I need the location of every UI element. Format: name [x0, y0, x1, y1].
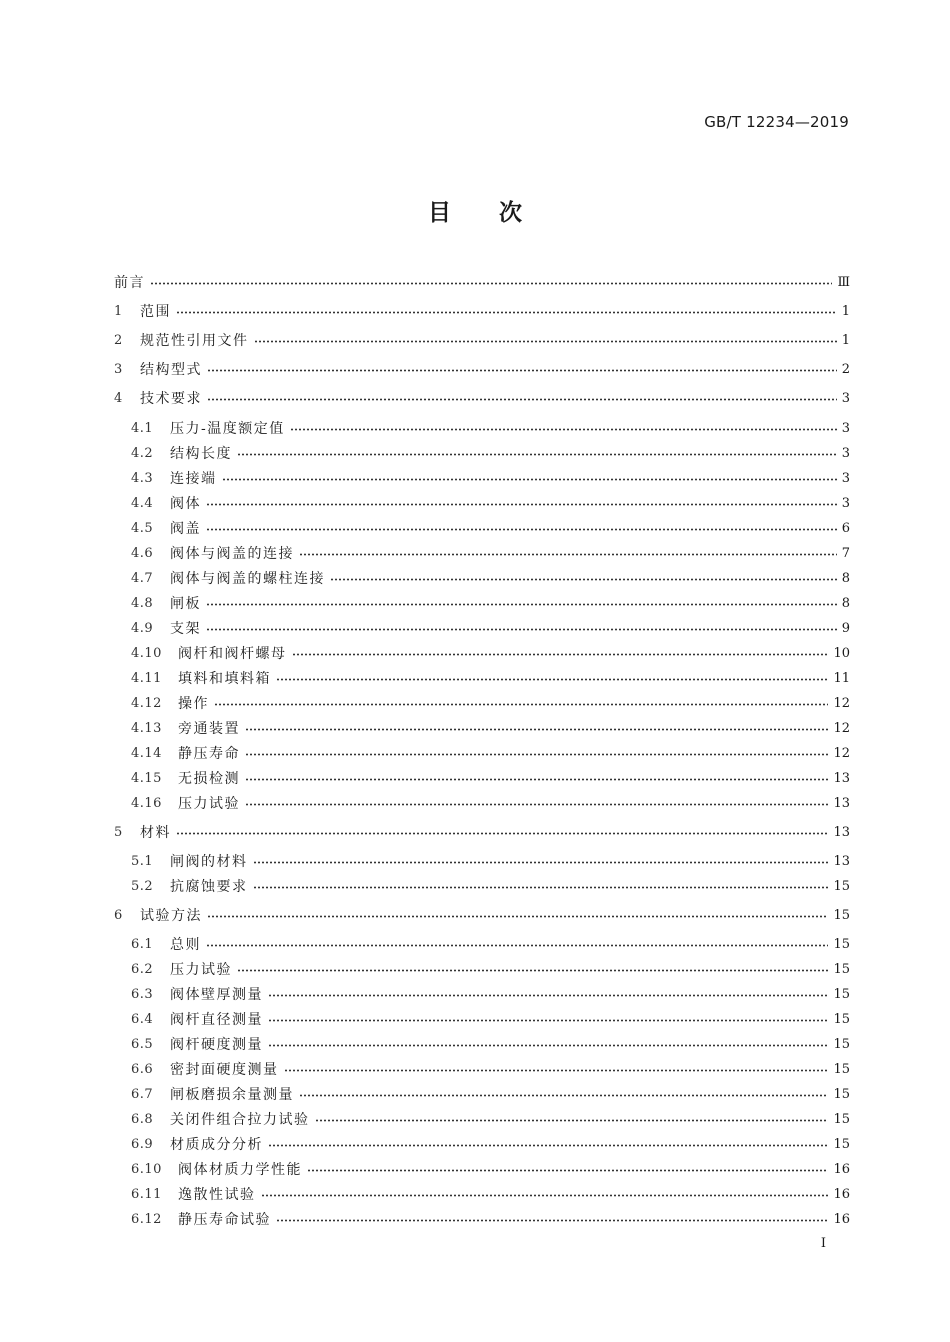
toc-entry-label: 结构长度	[170, 446, 232, 462]
toc-entry-number: 6.1	[131, 936, 154, 952]
toc-entry-label: 阀体与阀盖的连接	[170, 546, 294, 562]
toc-entry-label: 规范性引用文件	[140, 333, 249, 349]
toc-leader-dots	[268, 1044, 828, 1047]
toc-entry[interactable]	[114, 386, 850, 410]
toc-entry[interactable]	[131, 516, 850, 540]
toc-entry-label: 闸阀的材料	[170, 854, 248, 870]
toc-entry-page: 3	[841, 390, 850, 406]
toc-leader-dots	[222, 478, 837, 481]
toc-entry[interactable]	[131, 1107, 850, 1131]
toc-leader-dots	[237, 969, 828, 972]
toc-leader-dots	[206, 603, 837, 606]
toc-entry-number: 3	[114, 361, 123, 377]
toc-leader-dots	[299, 553, 837, 556]
toc-entry-number: 5	[114, 824, 123, 840]
toc-leader-dots	[276, 678, 828, 681]
toc-entry-number: 6.9	[131, 1136, 154, 1152]
toc-entry-page: 15	[833, 1011, 850, 1027]
toc-entry-number: 1	[114, 303, 123, 319]
toc-entry-page: 2	[841, 361, 850, 377]
toc-entry-number: 6.8	[131, 1111, 154, 1127]
toc-entry-page: 12	[833, 745, 850, 761]
toc-entry-number: 4.9	[131, 620, 154, 636]
toc-leader-dots	[284, 1069, 829, 1072]
toc-entry-page: 6	[841, 520, 850, 536]
toc-entry[interactable]	[131, 616, 850, 640]
toc-entry-label: 阀体壁厚测量	[170, 987, 263, 1003]
toc-entry-label: 前言	[114, 275, 145, 291]
toc-entry[interactable]	[131, 791, 850, 815]
toc-entry-label: 材料	[140, 825, 171, 841]
page-title: 目次	[428, 200, 570, 226]
toc-entry[interactable]	[131, 957, 850, 981]
toc-entry-page: 3	[841, 470, 850, 486]
toc-entry-label: 阀杆直径测量	[170, 1012, 263, 1028]
toc-leader-dots	[268, 1144, 828, 1147]
toc-leader-dots	[253, 886, 829, 889]
toc-entry[interactable]	[131, 716, 850, 740]
toc-entry[interactable]	[131, 641, 850, 665]
toc-leader-dots	[237, 453, 837, 456]
toc-entry-number: 4.11	[131, 670, 162, 686]
toc-entry-label: 抗腐蚀要求	[170, 879, 248, 895]
toc-entry-page: 15	[833, 1086, 850, 1102]
toc-entry-label: 压力试验	[178, 796, 240, 812]
toc-entry[interactable]	[114, 820, 850, 844]
toc-entry-number: 4.10	[131, 645, 162, 661]
toc-leader-dots	[207, 369, 837, 372]
toc-leader-dots	[245, 803, 828, 806]
toc-entry-number: 6.2	[131, 961, 154, 977]
toc-entry-page: 15	[833, 878, 850, 894]
toc-entry-label: 静压寿命试验	[178, 1212, 271, 1228]
toc-entry-label: 静压寿命	[178, 746, 240, 762]
toc-entry[interactable]	[114, 357, 850, 381]
toc-entry-page: 12	[833, 695, 850, 711]
toc-entry-label: 填料和填料箱	[178, 671, 271, 687]
toc-entry-label: 旁通装置	[178, 721, 240, 737]
toc-leader-dots	[268, 1019, 828, 1022]
toc-entry-label: 阀盖	[170, 521, 201, 537]
toc-entry[interactable]	[131, 1007, 850, 1031]
toc-entry-page: 13	[833, 853, 850, 869]
toc-entry-number: 6.4	[131, 1011, 154, 1027]
toc-entry-page: 13	[833, 824, 850, 840]
toc-entry[interactable]	[131, 691, 850, 715]
toc-entry[interactable]	[131, 1182, 850, 1206]
toc-entry-page: 15	[833, 1136, 850, 1152]
toc-entry-number: 4.8	[131, 595, 154, 611]
toc-entry-number: 4.12	[131, 695, 162, 711]
toc-entry-label: 压力试验	[170, 962, 232, 978]
toc-leader-dots	[261, 1194, 829, 1197]
toc-entry-page: 15	[833, 936, 850, 952]
toc-leader-dots	[315, 1119, 829, 1122]
toc-entry[interactable]	[114, 328, 850, 352]
toc-entry[interactable]	[131, 982, 850, 1006]
toc-entry-number: 6	[114, 907, 123, 923]
toc-entry-page: 7	[841, 545, 850, 561]
toc-entry-number: 6.6	[131, 1061, 154, 1077]
toc-entry-number: 2	[114, 332, 123, 348]
toc-entry-page: 12	[833, 720, 850, 736]
toc-entry[interactable]	[131, 1157, 850, 1181]
toc-entry[interactable]	[131, 666, 850, 690]
toc-leader-dots	[254, 340, 837, 343]
toc-leader-dots	[299, 1094, 828, 1097]
toc-entry-label: 试验方法	[140, 908, 202, 924]
toc-entry-page: 16	[833, 1161, 850, 1177]
toc-leader-dots	[207, 398, 837, 401]
toc-entry-number: 6.3	[131, 986, 154, 1002]
toc-entry-number: 6.7	[131, 1086, 154, 1102]
toc-entry-page: 10	[833, 645, 850, 661]
toc-leader-dots	[206, 503, 837, 506]
toc-entry-page: 1	[841, 332, 850, 348]
toc-leader-dots	[292, 653, 829, 656]
toc-entry-label: 结构型式	[140, 362, 202, 378]
toc-entry-label: 密封面硬度测量	[170, 1062, 279, 1078]
toc-entry-label: 支架	[170, 621, 201, 637]
toc-leader-dots	[207, 915, 828, 918]
toc-entry-number: 6.11	[131, 1186, 162, 1202]
toc-leader-dots	[276, 1219, 828, 1222]
toc-leader-dots	[176, 311, 837, 314]
toc-entry-number: 4.7	[131, 570, 154, 586]
toc-entry[interactable]	[131, 1132, 850, 1156]
toc-entry-number: 4.5	[131, 520, 154, 536]
toc-entry-label: 阀杆和阀杆螺母	[178, 646, 287, 662]
toc-entry-label: 操作	[178, 696, 209, 712]
toc-entry-number: 4.4	[131, 495, 154, 511]
toc-entry[interactable]	[131, 416, 850, 440]
toc-entry[interactable]	[131, 766, 850, 790]
toc-entry[interactable]	[131, 874, 850, 898]
toc-entry-page: 13	[833, 795, 850, 811]
toc-entry-page: 3	[841, 445, 850, 461]
toc-entry-page: 15	[833, 986, 850, 1002]
toc-entry-page: 8	[841, 595, 850, 611]
toc-entry[interactable]	[131, 441, 850, 465]
toc-leader-dots	[206, 528, 837, 531]
toc-entry-page: 8	[841, 570, 850, 586]
standard-number: GB/T 12234—2019	[704, 113, 849, 131]
toc-entry[interactable]	[131, 566, 850, 590]
toc-entry[interactable]	[131, 491, 850, 515]
toc-leader-dots	[206, 944, 828, 947]
toc-leader-dots	[245, 778, 828, 781]
toc-leader-dots	[330, 578, 837, 581]
toc-leader-dots	[245, 753, 828, 756]
toc-entry[interactable]	[131, 741, 850, 765]
toc-entry[interactable]	[131, 466, 850, 490]
toc-entry-label: 关闭件组合拉力试验	[170, 1112, 310, 1128]
toc-entry-number: 4.16	[131, 795, 162, 811]
toc-entry[interactable]	[131, 1057, 850, 1081]
toc-leader-dots	[214, 703, 828, 706]
toc-entry-page: 15	[833, 961, 850, 977]
toc-entry-page: 3	[841, 420, 850, 436]
toc-entry-label: 压力-温度额定值	[170, 421, 285, 437]
toc-leader-dots	[307, 1169, 828, 1172]
toc-entry[interactable]	[131, 849, 850, 873]
toc-entry[interactable]	[131, 591, 850, 615]
toc-entry-number: 5.2	[131, 878, 154, 894]
toc-entry-label: 阀体与阀盖的螺柱连接	[170, 571, 325, 587]
toc-entry[interactable]	[131, 1207, 850, 1231]
toc-entry-label: 连接端	[170, 471, 217, 487]
toc-entry[interactable]	[114, 903, 850, 927]
toc-entry-label: 阀体材质力学性能	[178, 1162, 302, 1178]
toc-entry-label: 范围	[140, 304, 171, 320]
toc-entry[interactable]	[131, 541, 850, 565]
toc-entry-number: 4.3	[131, 470, 154, 486]
toc-entry-page: 1	[841, 303, 850, 319]
toc-entry[interactable]	[131, 1082, 850, 1106]
toc-entry-number: 5.1	[131, 853, 154, 869]
toc-entry[interactable]	[114, 299, 850, 323]
toc-entry-label: 技术要求	[140, 391, 202, 407]
toc-entry-number: 4	[114, 390, 123, 406]
toc-entry-label: 闸板	[170, 596, 201, 612]
toc-leader-dots	[206, 628, 837, 631]
toc-entry-page: 15	[833, 1036, 850, 1052]
toc-leader-dots	[290, 428, 837, 431]
toc-entry-page: 15	[833, 907, 850, 923]
toc-entry-number: 6.5	[131, 1036, 154, 1052]
toc-entry-number: 4.15	[131, 770, 162, 786]
toc-leader-dots	[176, 832, 828, 835]
toc-entry-label: 阀体	[170, 496, 201, 512]
toc-entry-number: 4.13	[131, 720, 162, 736]
toc-entry-number: 6.12	[131, 1211, 162, 1227]
toc-entry-label: 材质成分分析	[170, 1137, 263, 1153]
toc-entry-label: 总则	[170, 937, 201, 953]
toc-entry-page: 15	[833, 1111, 850, 1127]
toc-leader-dots	[150, 282, 832, 285]
toc-entry-page: 15	[833, 1061, 850, 1077]
toc-leader-dots	[253, 861, 829, 864]
toc-entry-page: 11	[833, 670, 850, 686]
toc-entry-number: 4.2	[131, 445, 154, 461]
toc-leader-dots	[268, 994, 828, 997]
toc-entry-label: 无损检测	[178, 771, 240, 787]
footer-page-number: I	[820, 1236, 826, 1251]
toc-entry-page: 9	[841, 620, 850, 636]
toc-entry-page: 16	[833, 1186, 850, 1202]
toc-entry[interactable]	[131, 1032, 850, 1056]
toc-entry[interactable]	[131, 932, 850, 956]
toc-entry-page: 16	[833, 1211, 850, 1227]
toc-entry-label: 阀杆硬度测量	[170, 1037, 263, 1053]
toc-entry-label: 逸散性试验	[178, 1187, 256, 1203]
toc-entry-page: 13	[833, 770, 850, 786]
toc-entry[interactable]	[114, 270, 850, 294]
toc-entry-page: 3	[841, 495, 850, 511]
toc-leader-dots	[245, 728, 828, 731]
toc-entry-number: 4.6	[131, 545, 154, 561]
toc-entry-page: Ⅲ	[837, 274, 850, 290]
toc-entry-label: 闸板磨损余量测量	[170, 1087, 294, 1103]
toc-entry-number: 4.14	[131, 745, 162, 761]
toc-entry-number: 4.1	[131, 420, 154, 436]
toc-entry-number: 6.10	[131, 1161, 162, 1177]
